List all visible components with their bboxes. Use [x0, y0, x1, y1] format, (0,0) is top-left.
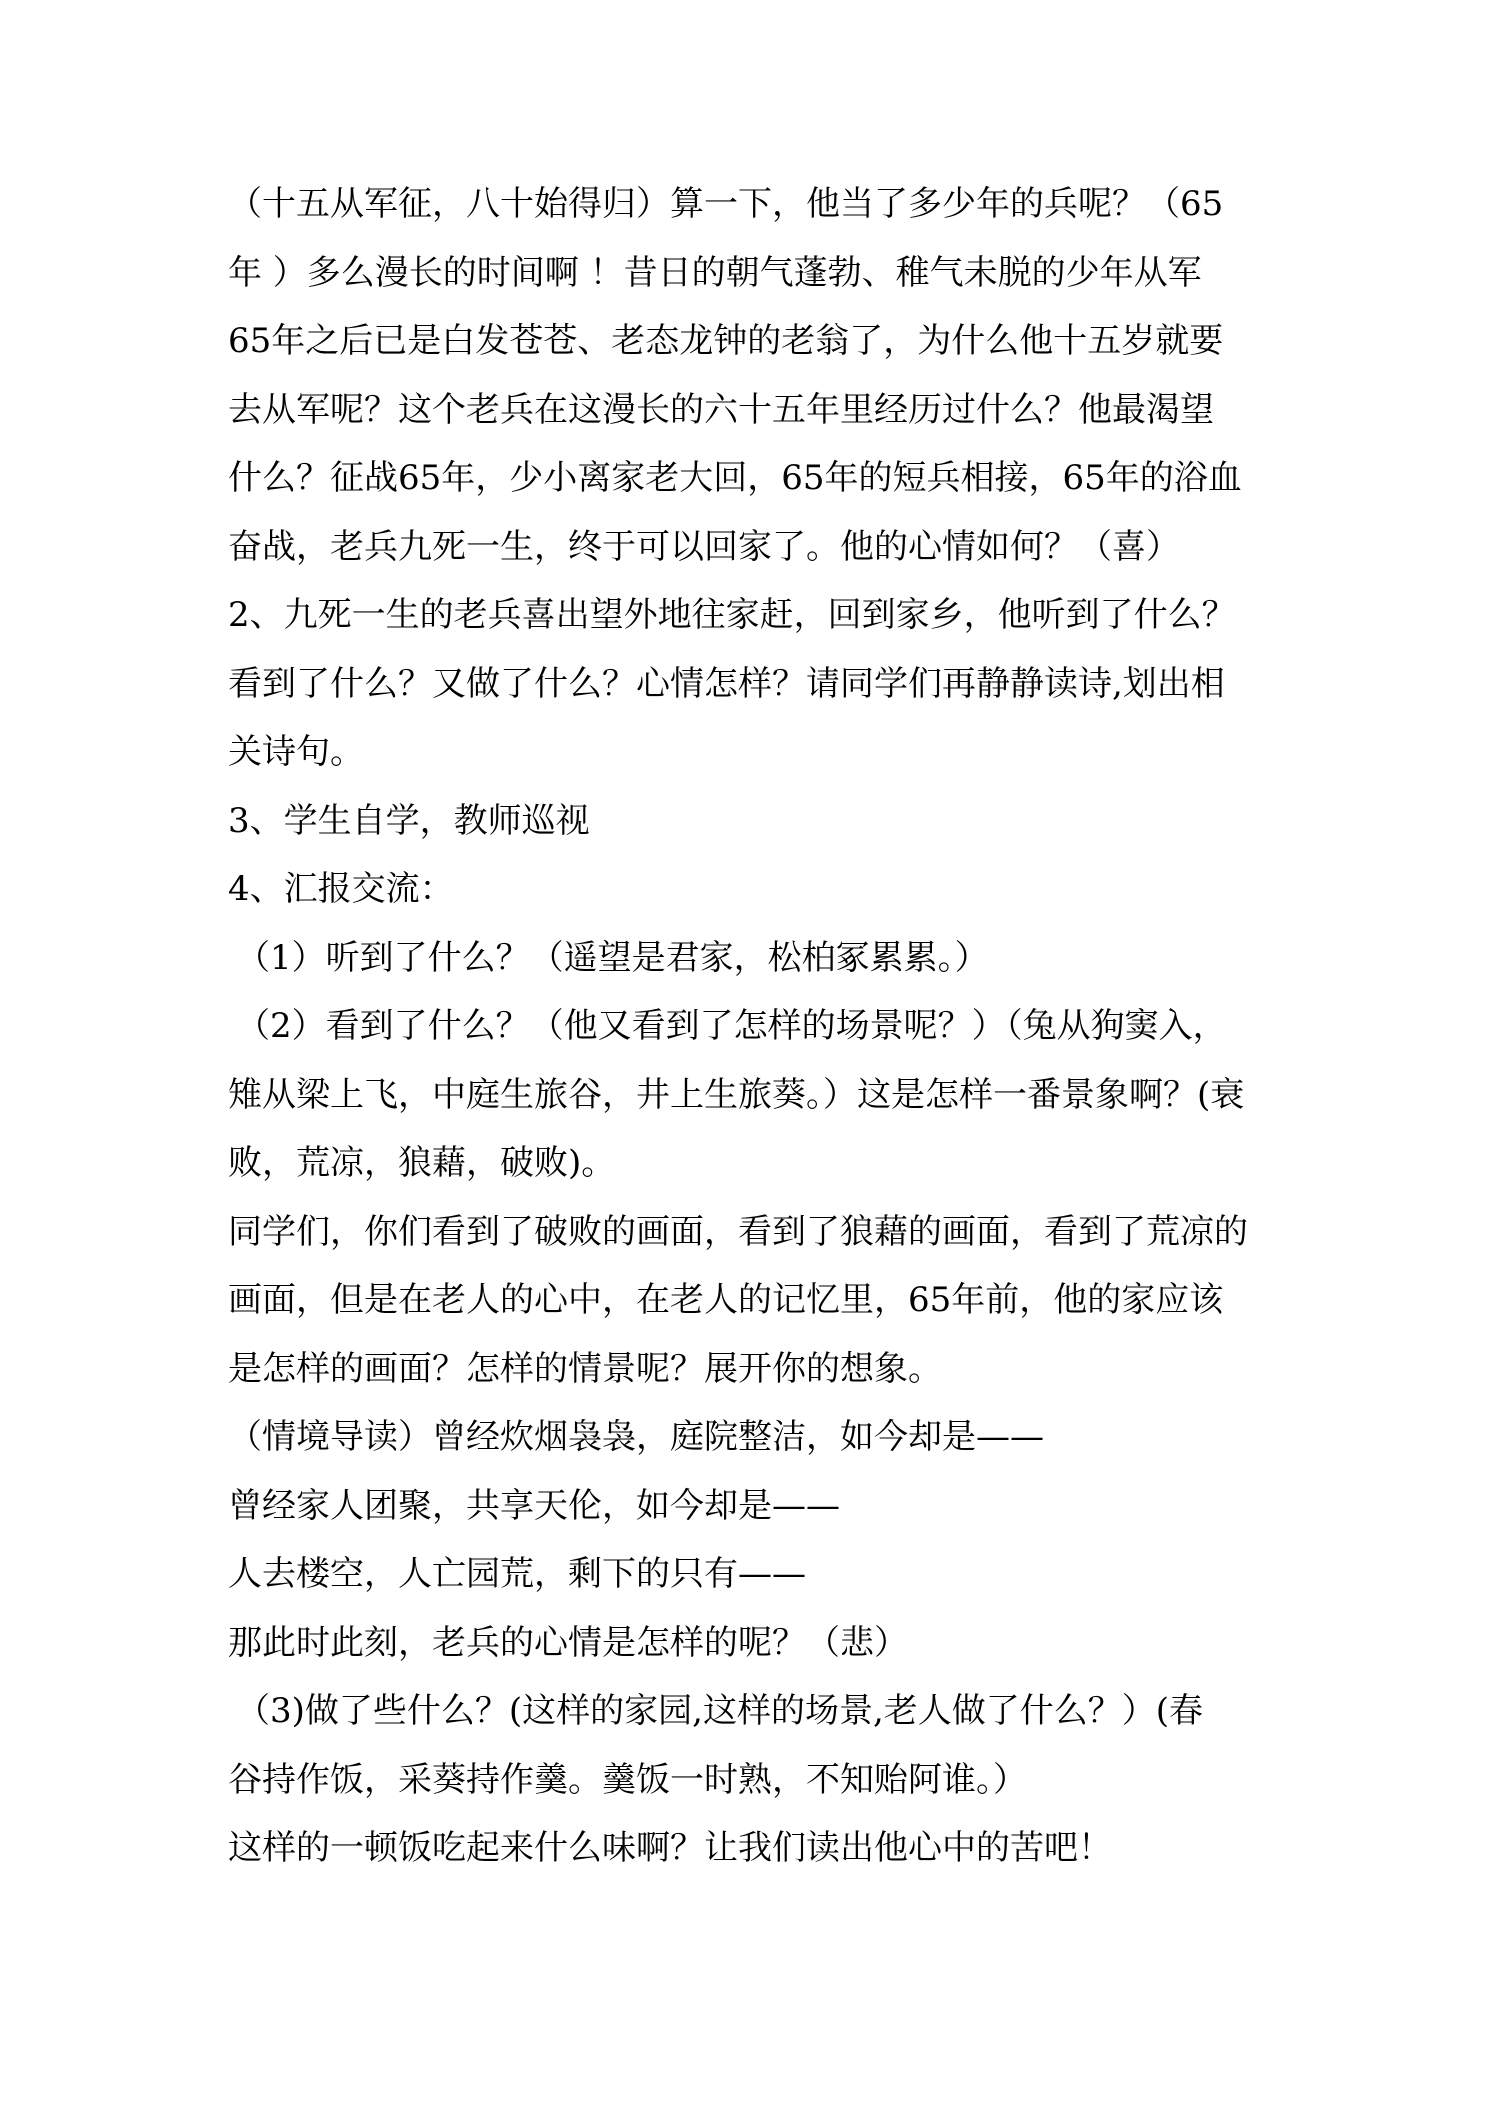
paragraph-line: 这样的一顿饭吃起来什么味啊？让我们读出他心中的苦吧！	[228, 1828, 1112, 1868]
paragraph-line: 那此时此刻，老兵的心情是怎样的呢？（悲）	[228, 1623, 908, 1663]
paragraph-line: 看到了什么？又做了什么？心情怎样？请同学们再静静读诗,划出相	[228, 664, 1225, 704]
paragraph-line: （3)做了些什么？(这样的家园,这样的场景,老人做了什么？）(春	[236, 1691, 1204, 1731]
paragraph-line: 同学们，你们看到了破败的画面，看到了狼藉的画面，看到了荒凉的	[228, 1212, 1248, 1252]
paragraph-line: 什么？征战65年，少小离家老大回，65年的短兵相接，65年的浴血	[228, 458, 1242, 498]
paragraph-line: 65年之后已是白发苍苍、老态龙钟的老翁了，为什么他十五岁就要	[228, 321, 1224, 361]
paragraph-line: 去从军呢？这个老兵在这漫长的六十五年里经历过什么？他最渴望	[228, 390, 1214, 430]
paragraph-line: （2）看到了什么？（他又看到了怎样的场景呢？）（兔从狗窦入，	[236, 1006, 1227, 1046]
paragraph-line: 年 ）多么漫长的时间啊 ！昔日的朝气蓬勃、稚气未脱的少年从军	[228, 253, 1202, 293]
paragraph-line: 是怎样的画面？怎样的情景呢？展开你的想象。	[228, 1349, 942, 1389]
paragraph-line: 关诗句。	[228, 732, 364, 772]
paragraph-line: （十五从军征，八十始得归）算一下，他当了多少年的兵呢？（65	[228, 184, 1224, 224]
paragraph-line: 曾经家人团聚，共享天伦，如今却是——	[228, 1486, 840, 1526]
paragraph-line: 3、学生自学，教师巡视	[228, 801, 590, 841]
paragraph-line: （情境导读）曾经炊烟袅袅，庭院整洁，如今却是——	[228, 1417, 1044, 1457]
paragraph-line: 4、汇报交流：	[228, 869, 454, 909]
paragraph-line: 谷持作饭，采葵持作羹。羹饭一时熟，不知贻阿谁。）	[228, 1760, 1027, 1800]
paragraph-line: 奋战，老兵九死一生，终于可以回家了。他的心情如何？（喜）	[228, 527, 1180, 567]
paragraph-line: 雉从梁上飞，中庭生旅谷，井上生旅葵。）这是怎样一番景象啊？(衰	[228, 1075, 1245, 1115]
paragraph-line: 2、九死一生的老兵喜出望外地往家赶，回到家乡，他听到了什么？	[228, 595, 1236, 635]
paragraph-line: 画面，但是在老人的心中，在老人的记忆里，65年前，他的家应该	[228, 1280, 1224, 1320]
paragraph-line: 人去楼空，人亡园荒，剩下的只有——	[228, 1554, 806, 1594]
paragraph-line: 败，荒凉，狼藉，破败)。	[228, 1143, 616, 1183]
paragraph-line: （1）听到了什么？（遥望是君家，松柏冢累累。）	[236, 938, 989, 978]
